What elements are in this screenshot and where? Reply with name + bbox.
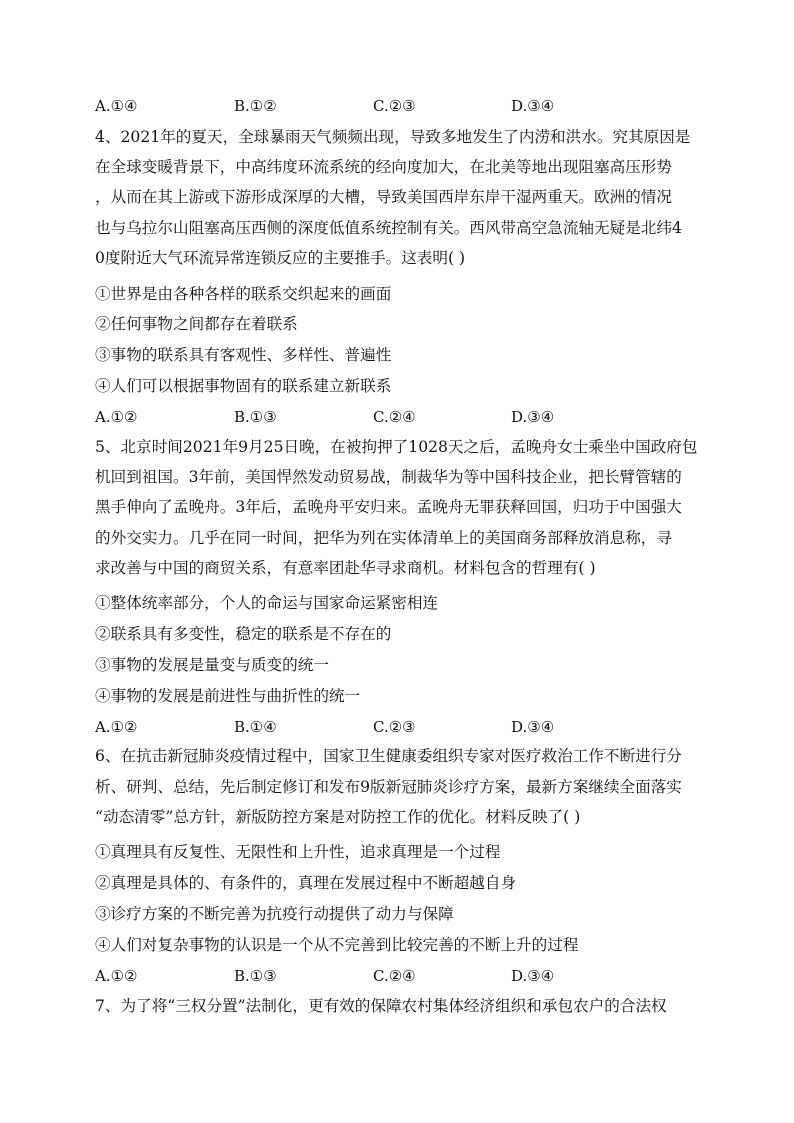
q3-option-d[interactable]: D.③④ <box>511 97 555 115</box>
q3-option-b[interactable]: B.①② <box>234 97 277 115</box>
q5-statement-3: ③事物的发展是量变与质变的统一 <box>95 656 329 674</box>
q4-statement-1: ①世界是由各种各样的联系交织起来的画面 <box>95 285 392 303</box>
q6-statement-1: ①真理具有反复性、无限性和上升性，追求真理是一个过程 <box>95 843 501 861</box>
q4-stem-line: 也与乌拉尔山阻塞高压西侧的深度低值系统控制有关。西风带高空急流轴无疑是北纬4 <box>95 219 682 237</box>
q4-stem-line: 0度附近大气环流异常连锁反应的主要推手。这表明( ) <box>95 249 466 267</box>
q3-option-c[interactable]: C.②③ <box>373 97 416 115</box>
q6-statement-3: ③诊疗方案的不断完善为抗疫行动提供了动力与保障 <box>95 905 454 923</box>
q3-option-a[interactable]: A.①④ <box>95 97 138 115</box>
q7-stem-line: 7、为了将“三权分置”法制化，更有效的保障农村集体经济组织和承包农户的合法权 <box>95 997 667 1015</box>
q4-option-d[interactable]: D.③④ <box>511 408 555 426</box>
q4-stem-line: ，从而在其上游或下游形成深厚的大槽，导致美国西岸东岸干湿两重天。欧洲的情况 <box>95 188 672 206</box>
q5-stem-line: 机回到祖国。3年前，美国悍然发动贸易战，制裁华为等中国科技企业，把长臂管辖的 <box>95 468 682 486</box>
q4-stem-line: 在全球变暖背景下，中高纬度环流系统的经向度加大，在北美等地出现阻塞高压形势 <box>95 158 672 176</box>
q6-stem-line: 6、在抗击新冠肺炎疫情过程中，国家卫生健康委组织专家对医疗救治工作不断进行分 <box>95 747 682 765</box>
q4-statement-2: ②任何事物之间都存在着联系 <box>95 315 298 333</box>
q5-option-a[interactable]: A.①② <box>95 718 138 736</box>
q6-option-d[interactable]: D.③④ <box>511 967 555 985</box>
q5-stem-line: 求改善与中国的商贸关系，有意率团赴华寻求商机。材料包含的哲理有( ) <box>95 559 596 577</box>
q4-statement-3: ③事物的联系具有客观性、多样性、普遍性 <box>95 346 392 364</box>
q6-option-b[interactable]: B.①③ <box>234 967 277 985</box>
q6-option-a[interactable]: A.①② <box>95 967 138 985</box>
q6-statement-4: ④人们对复杂事物的认识是一个从不完善到比较完善的不断上升的过程 <box>95 936 579 954</box>
q5-stem-line: 的外交实力。几乎在同一时间，把华为列在实体清单上的美国商务部释放消息称，寻 <box>95 529 672 547</box>
q5-stem-line: 5、北京时间2021年9月25日晚，在被拘押了1028天之后，孟晚舟女士乘坐中国政府包 <box>95 438 698 456</box>
q4-stem-line: 4、2021年的夏天，全球暴雨天气频频出现，导致多地发生了内涝和洪水。究其原因是 <box>95 128 691 146</box>
q6-option-c[interactable]: C.②④ <box>373 967 416 985</box>
q4-option-c[interactable]: C.②④ <box>373 408 416 426</box>
q3-options <box>95 96 715 116</box>
q6-options <box>95 966 715 986</box>
q5-options <box>95 717 715 737</box>
q4-option-b[interactable]: B.①③ <box>234 408 277 426</box>
q4-options <box>95 407 715 427</box>
q5-statement-4: ④事物的发展是前进性与曲折性的统一 <box>95 687 361 705</box>
q5-statement-1: ①整体统率部分，个人的命运与国家命运紧密相连 <box>95 594 439 612</box>
q5-option-d[interactable]: D.③④ <box>511 718 555 736</box>
q4-statement-4: ④人们可以根据事物固有的联系建立新联系 <box>95 377 392 395</box>
q5-statement-2: ②联系具有多变性，稳定的联系是不存在的 <box>95 625 392 643</box>
q5-option-b[interactable]: B.①④ <box>234 718 277 736</box>
q6-stem-line: 析、研判、总结，先后制定修订和发布9版新冠肺炎诊疗方案，最新方案继续全面落实 <box>95 778 682 796</box>
q6-stem-line: “动态清零”总方针，新版防控方案是对防控工作的优化。材料反映了( ) <box>95 808 581 826</box>
q4-option-a[interactable]: A.①② <box>95 408 138 426</box>
q5-stem-line: 黑手伸向了孟晚舟。3年后，孟晚舟平安归来。孟晚舟无罪获释回国，归功于中国强大 <box>95 498 682 516</box>
q6-statement-2: ②真理是具体的、有条件的，真理在发展过程中不断超越自身 <box>95 874 517 892</box>
q5-option-c[interactable]: C.②③ <box>373 718 416 736</box>
